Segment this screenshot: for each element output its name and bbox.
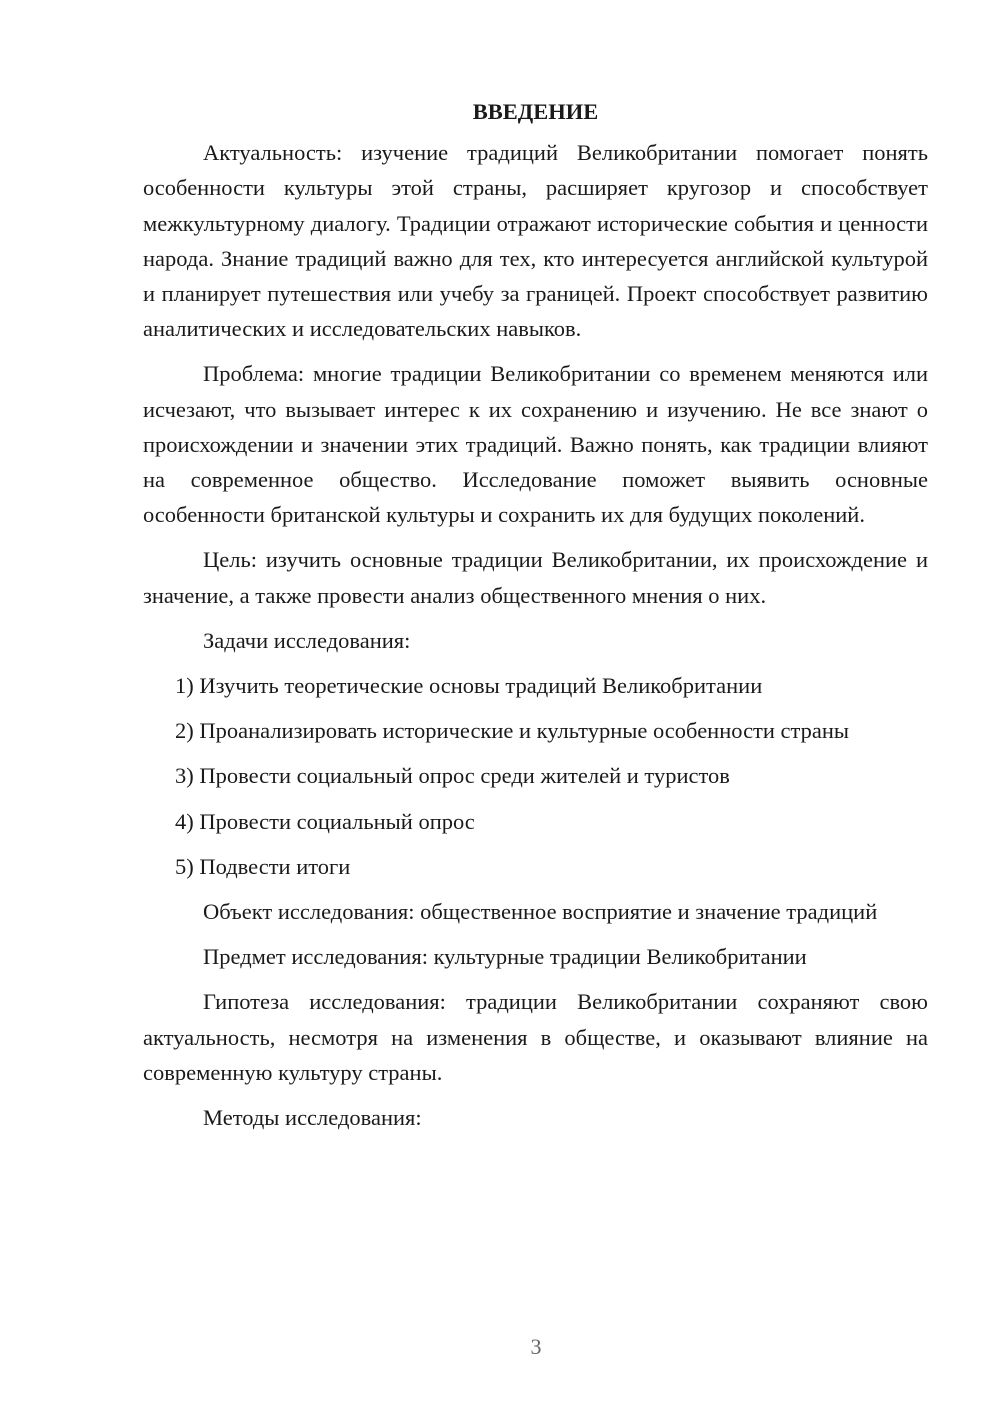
relevance-paragraph: Актуальность: изучение традиций Великобритании помогает понять особенности культуры этой страны, расширяет кругозор и способствует межкультурному диалогу. Традиции отражают исторические события и ценности народа. Знание традиций важно для тех, кто интересуется английской культурой и планирует путешествия или учебу за границей. Проект способствует развитию аналитических и исследовательских навыков. [143, 140, 928, 342]
list-item: 3) Провести социальный опрос среди жителей и туристов [175, 763, 730, 789]
page-number: 3 [530, 1334, 542, 1359]
methods-heading: Методы исследования: [203, 1105, 422, 1131]
subject-paragraph: Предмет исследования: культурные традиции Великобритании [203, 944, 807, 970]
page-title: ВВЕДЕНИЕ [472, 99, 599, 124]
tasks-heading: Задачи исследования: [203, 627, 411, 653]
document-body [143, 94, 928, 1145]
list-item: 1) Изучить теоретические основы традиций Великобритании [175, 673, 763, 699]
list-item: 5) Подвести итоги [175, 853, 351, 879]
problem-paragraph: Проблема: многие традиции Великобритании со временем меняются или исчезают, что вызывает интерес к их сохранению и изучению. Не все знают о происхождении и значении этих традиций. Важно понять, как традиции влияют на современное общество. Исследование поможет выявить основные особенности британской культуры и сохранить их для будущих поколений. [143, 361, 928, 528]
object-paragraph: Объект исследования: общественное восприятие и значение традиций [203, 899, 878, 925]
list-item: 4) Провести социальный опрос [175, 808, 475, 834]
list-item: 2) Проанализировать исторические и культурные особенности страны [175, 718, 850, 744]
goal-paragraph: Цель: изучить основные традиции Великобритании, их происхождение и значение, а также провести анализ общественного мнения о них. [143, 547, 928, 608]
tasks-list [143, 668, 928, 884]
hypothesis-paragraph: Гипотеза исследования: традиции Великобритании сохраняют свою актуальность, несмотря на изменения в обществе, и оказывают влияние на современную культуру страны. [143, 989, 928, 1085]
